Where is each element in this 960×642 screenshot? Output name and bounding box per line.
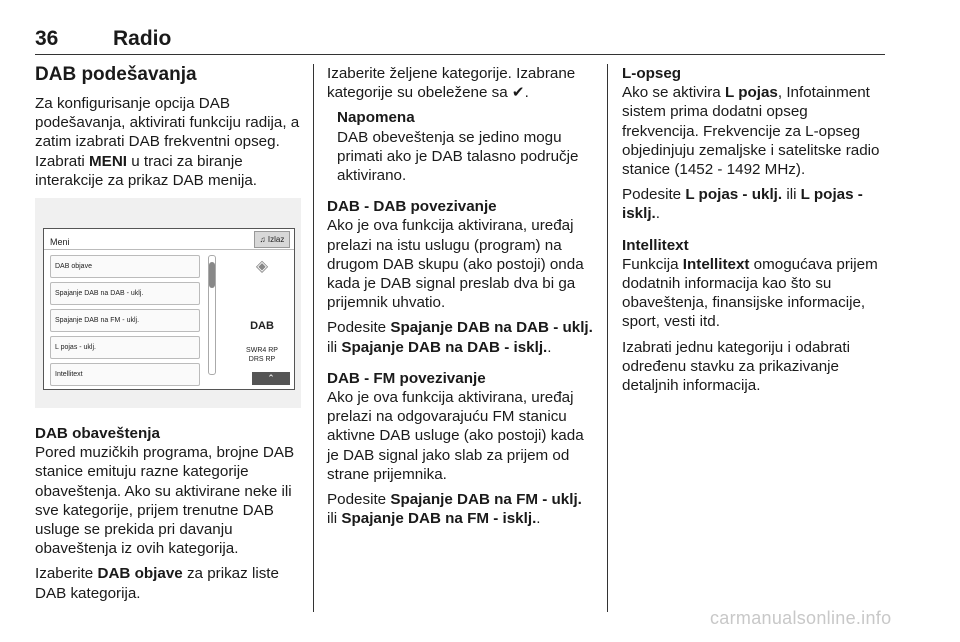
paragraph: Izaberite željene kategorije. Izabrane kategorije su obeležene sa ✔. <box>327 65 576 102</box>
subsection-heading: DAB - DAB povezivanje <box>327 198 497 216</box>
menu-item[interactable]: Spajanje DAB na FM - uklj. <box>50 309 200 332</box>
paragraph: Funkcija Intellitext omogućava prijem dodatnih informacija kao što su obaveštenja, finansijske informacije, sport, vesti itd. <box>622 255 878 331</box>
menu-item[interactable]: L pojas - uklj. <box>50 336 200 359</box>
exit-button[interactable]: ♫ Izlaz <box>254 231 290 248</box>
page-header <box>35 24 885 55</box>
column-1 <box>35 64 301 609</box>
paragraph: Ako je ova funkcija aktivirana, uređaj prelazi na odgovarajuću FM stanicu aktivne DAB usluge (ako postoji) kada je DAB signal jako slab za prijem od strane prijemnika. <box>327 389 584 483</box>
chevron-up-icon: ⌃ <box>267 373 275 384</box>
scroll-up-button[interactable] <box>252 372 290 385</box>
music-note-icon: ♫ <box>259 235 268 245</box>
subsection-heading: DAB - FM povezivanje <box>327 369 486 387</box>
watermark: carmanualsonline.info <box>710 608 892 628</box>
now-playing-panel <box>234 257 290 364</box>
menu-item[interactable]: Intellitext <box>50 363 200 386</box>
paragraph: Ako je ova funkcija aktivirana, uređaj prelazi na istu uslugu (program) na drugom DAB skupu (ako postoji) onda kada je DAB signal preslab dva bi ga prijemnik uhvatio. <box>327 217 584 312</box>
menu-list <box>50 255 200 390</box>
paragraph: Pored muzičkih programa, brojne DAB stanice emituju razne kategorije obaveštenja. Ako su aktivirane neke ili sve kategorije, prijem trenutne DAB usluge se prekida pri davanju obaveštenja iz ovih kategorija. <box>35 444 295 558</box>
paragraph: Izabrati jednu kategoriju i odabrati određenu stavku za prikazivanje detaljnih informacija. <box>622 338 850 395</box>
menu-title: Meni <box>50 237 70 248</box>
paragraph: Podesite L pojas - uklj. ili L pojas - isklj.. <box>622 186 863 223</box>
menu-screenshot <box>35 198 301 408</box>
note-text: DAB obeveštenja se jedino mogu primati ako je DAB talasno područje aktivirano. <box>337 128 579 185</box>
divider <box>44 249 294 250</box>
paragraph: Podesite Spajanje DAB na DAB - uklj. ili Spajanje DAB na DAB - isklj.. <box>327 319 593 356</box>
subsection-heading: Intellitext <box>622 236 689 254</box>
paragraph: Ako se aktivira L pojas, Infotainment sistem prima dodatni opseg frekvencija. Frekvencije za L-opseg objedinjuju zemaljske i satelitske radio stanice (1452 - 1492 MHz). <box>622 84 880 179</box>
chapter-title: Radio <box>113 27 172 50</box>
column-divider <box>607 64 608 612</box>
note-box <box>337 108 595 185</box>
scroll-thumb[interactable] <box>209 262 215 288</box>
screen <box>43 228 295 390</box>
column-2 <box>327 64 595 534</box>
note-title: Napomena <box>337 109 415 127</box>
band-label: DAB <box>250 320 274 333</box>
page-number: 36 <box>35 27 59 50</box>
radio-icon: ◈ <box>255 258 269 276</box>
scrollbar[interactable] <box>208 255 216 375</box>
subsection-heading: L-opseg <box>622 65 682 82</box>
paragraph: Podesite Spajanje DAB na FM - uklj. ili Spajanje DAB na FM - isklj.. <box>327 491 582 528</box>
menu-item[interactable]: DAB objave <box>50 255 200 278</box>
column-3 <box>622 64 888 401</box>
paragraph: Za konfigurisanje opcija DAB podešavanja, aktivirati funkciju radija, a zatim izabrati DAB frekventni opseg. Izabrati MENI u traci za biranje interakcije za prikaz DAB menija. <box>35 95 300 189</box>
subsection-heading: DAB obaveštenja <box>35 425 160 443</box>
paragraph: Izaberite DAB objave za prikaz liste DAB kategorija. <box>35 565 279 602</box>
section-heading: DAB podešavanja <box>35 64 197 85</box>
column-divider <box>313 64 314 612</box>
menu-item[interactable]: Spajanje DAB na DAB - uklj. <box>50 282 200 305</box>
station-list: SWR4 RP DRS RP <box>246 347 278 364</box>
